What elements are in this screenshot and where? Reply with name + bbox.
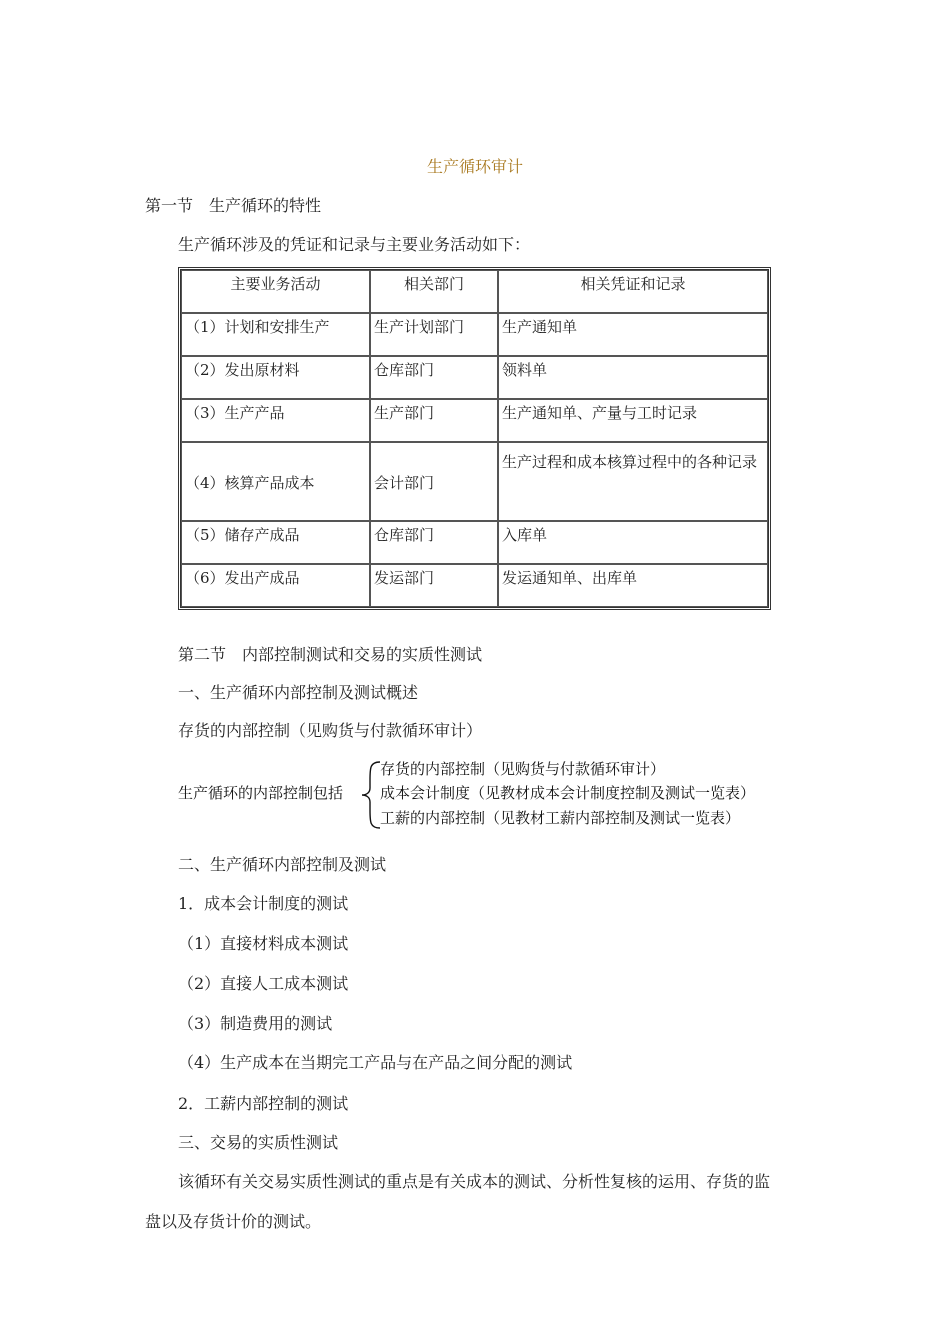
table-cell: （1）计划和安排生产 — [181, 313, 370, 356]
brace-item: 存货的内部控制（见购货与付款循环审计） — [380, 760, 666, 778]
table-cell: （3）生产产品 — [181, 399, 370, 442]
table-cell: 生产部门 — [370, 399, 498, 442]
final-paragraph-line-1: 该循环有关交易实质性测试的重点是有关成本的测试、分析性复核的运用、存货的监 — [178, 1172, 771, 1191]
intro-text: 生产循环涉及的凭证和记录与主要业务活动如下： — [178, 235, 531, 254]
left-brace-icon — [360, 760, 382, 830]
table-cell: （6）发出产成品 — [181, 564, 370, 607]
table-cell: 仓库部门 — [370, 356, 498, 399]
table-cell: 生产过程和成本核算过程中的各种记录 — [498, 442, 768, 521]
paragraph: （4）生产成本在当期完工产品与在产品之间分配的测试 — [178, 1053, 573, 1072]
table-cell: 生产通知单、产量与工时记录 — [498, 399, 768, 442]
table-row — [181, 313, 768, 356]
table-cell: 生产通知单 — [498, 313, 768, 356]
table-header-cell: 相关凭证和记录 — [498, 270, 768, 313]
brace-item: 成本会计制度（见教材成本会计制度控制及测试一览表） — [380, 784, 756, 802]
table-cell: 发运通知单、出库单 — [498, 564, 768, 607]
table-cell: 会计部门 — [370, 442, 498, 521]
paragraph: 1．成本会计制度的测试 — [178, 894, 349, 913]
page-title: 生产循环审计 — [426, 157, 523, 176]
table-cell: 生产计划部门 — [370, 313, 498, 356]
table-row — [181, 399, 768, 442]
inventory-control-text: 存货的内部控制（见购货与付款循环审计） — [178, 721, 483, 740]
section-2-heading: 第二节 内部控制测试和交易的实质性测试 — [178, 645, 483, 664]
subheading-1: 一、生产循环内部控制及测试概述 — [178, 683, 419, 702]
table-cell: 发运部门 — [370, 564, 498, 607]
brace-item: 工薪的内部控制（见教材工薪内部控制及测试一览表） — [380, 809, 741, 827]
brace-root-label: 生产循环的内部控制包括 — [178, 784, 344, 802]
table-row — [181, 356, 768, 399]
paragraph: （3）制造费用的测试 — [178, 1014, 333, 1033]
table-cell: 领料单 — [498, 356, 768, 399]
paragraph: 2．工薪内部控制的测试 — [178, 1094, 349, 1113]
table-cell: 仓库部门 — [370, 521, 498, 564]
table-header-row — [181, 270, 768, 313]
table-cell: 入库单 — [498, 521, 768, 564]
table-cell: （5）储存产成品 — [181, 521, 370, 564]
table-cell: （4）核算产品成本 — [181, 442, 370, 521]
table-row — [181, 521, 768, 564]
table-row — [181, 442, 768, 521]
paragraph: 二、生产循环内部控制及测试 — [178, 855, 387, 874]
final-paragraph-line-2: 盘以及存货计价的测试。 — [145, 1212, 322, 1231]
table-row — [181, 564, 768, 607]
paragraph: （2）直接人工成本测试 — [178, 974, 349, 993]
internal-control-brace-diagram — [178, 756, 818, 832]
section-1-heading: 第一节 生产循环的特性 — [145, 196, 322, 215]
table-cell: （2）发出原材料 — [181, 356, 370, 399]
paragraph: 三、交易的实质性测试 — [178, 1133, 339, 1152]
table-header-cell: 相关部门 — [370, 270, 498, 313]
table-header-cell: 主要业务活动 — [181, 270, 370, 313]
activity-table — [178, 267, 771, 610]
paragraph: （1）直接材料成本测试 — [178, 934, 349, 953]
